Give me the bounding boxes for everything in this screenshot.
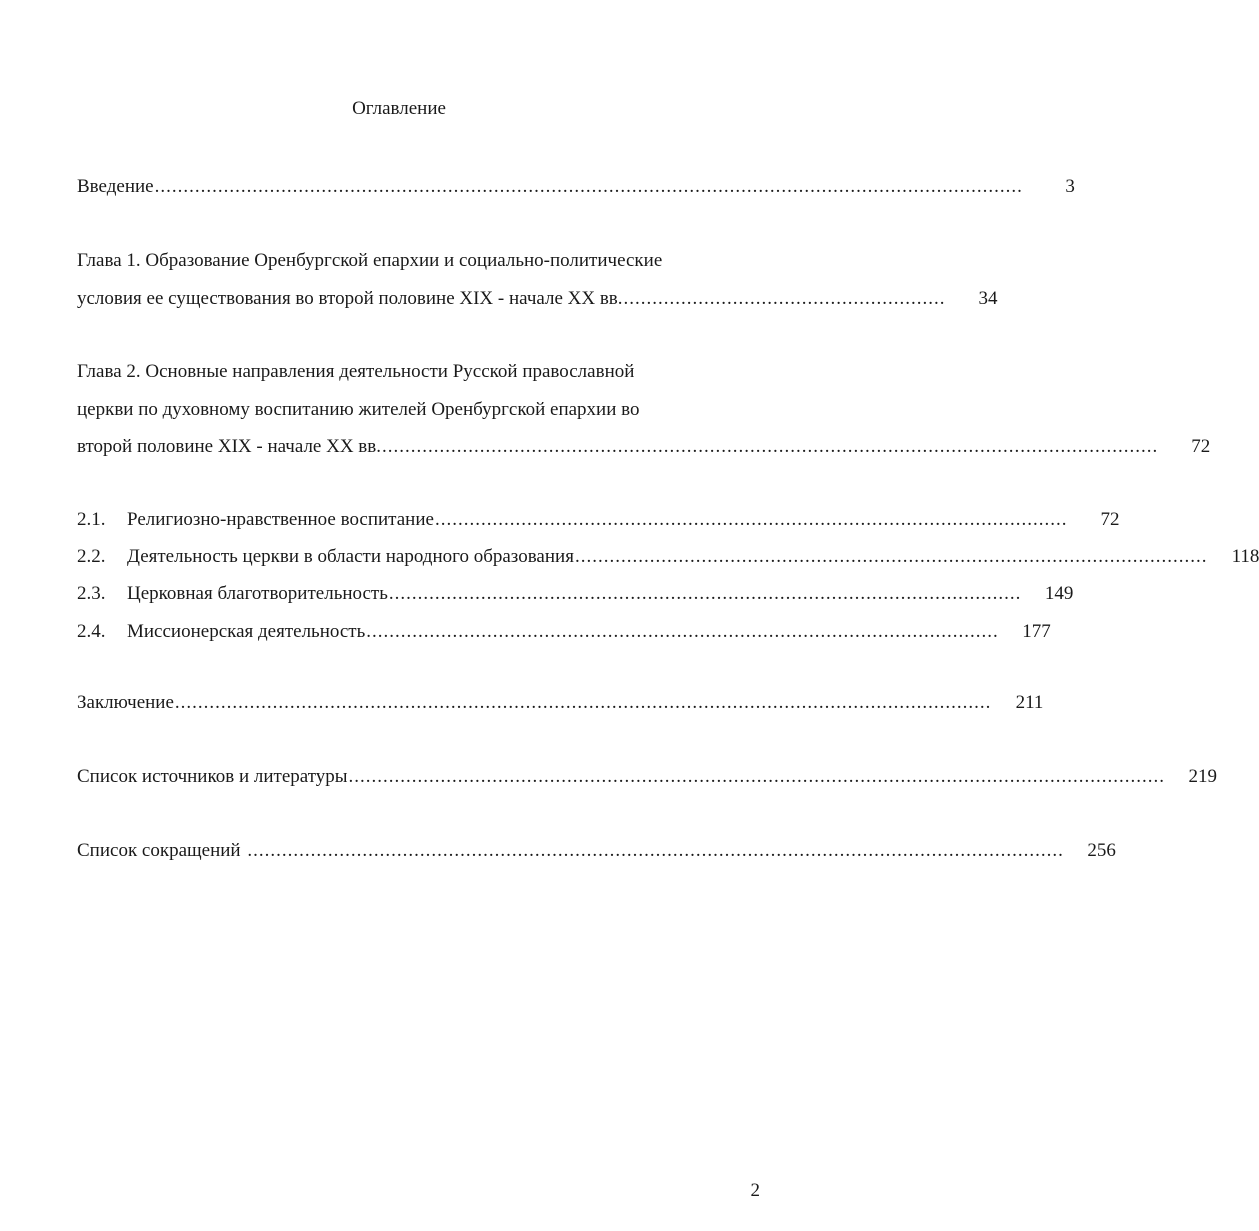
toc-section-label: Миссионерская деятельность xyxy=(127,621,366,642)
leader-dots: .............................................................................................................................................. xyxy=(348,766,1166,787)
toc-entry-page: 219 xyxy=(1188,766,1218,787)
toc-chapter2-line1: Глава 2. Основные направления деятельности Русской православной xyxy=(77,361,635,382)
toc-section-number: 2.3. xyxy=(77,583,106,604)
toc-entry-page: 72 xyxy=(1191,436,1211,457)
toc-entry-sources xyxy=(77,764,1218,790)
toc-section-2-4 xyxy=(77,619,1051,645)
toc-section-page: 118 xyxy=(1231,546,1259,567)
leader-dots: ........................................................ xyxy=(623,288,946,309)
toc-entry-label: условия ее существования во второй половине XIX - начале XX вв. xyxy=(77,288,623,309)
toc-entry-intro xyxy=(77,174,1075,200)
toc-section-2-3 xyxy=(77,581,1074,607)
toc-section-label: Деятельность церкви в области народного образования xyxy=(127,546,574,567)
toc-entry-page: 211 xyxy=(1015,692,1044,713)
toc-entry-chapter1 xyxy=(77,286,998,312)
toc-chapter2-line2: церкви по духовному воспитанию жителей Оренбургской епархии во xyxy=(77,399,640,420)
leader-dots: .............................................................................................................. xyxy=(388,583,1022,604)
toc-entry-label: второй половине XIX - начале XX вв. xyxy=(77,436,381,457)
leader-dots: ....................................................................................................................................................... xyxy=(154,176,1023,197)
page-number: 2 xyxy=(750,1180,760,1201)
toc-entry-conclusion xyxy=(77,690,1044,716)
toc-entry-label: Список источников и литературы xyxy=(77,766,348,787)
leader-dots: .............................................................................................................. xyxy=(434,509,1068,530)
toc-entry-page: 256 xyxy=(1087,840,1116,861)
leader-dots: ....................................................................................................................................... xyxy=(382,436,1159,457)
toc-entry-label: Список сокращений xyxy=(77,840,241,861)
toc-section-number: 2.4. xyxy=(77,621,106,642)
toc-section-page: 149 xyxy=(1044,583,1074,604)
leader-dots: .............................................................................................................................................. xyxy=(174,692,992,713)
toc-entry-page: 3 xyxy=(1065,176,1075,197)
toc-section-page: 72 xyxy=(1100,509,1120,530)
toc-entry-label: Заключение xyxy=(77,692,174,713)
toc-entry-page: 34 xyxy=(978,288,998,309)
toc-section-2-2 xyxy=(77,544,1259,570)
toc-section-number: 2.1. xyxy=(77,509,106,530)
toc-entry-label: Введение xyxy=(77,176,154,197)
toc-entry-chapter2 xyxy=(77,434,1211,460)
toc-section-page: 177 xyxy=(1022,621,1051,642)
toc-section-number: 2.2. xyxy=(77,546,106,567)
toc-section-2-1 xyxy=(77,507,1120,533)
toc-section-label: Религиозно-нравственное воспитание xyxy=(127,509,434,530)
toc-section-label: Церковная благотворительность xyxy=(127,583,388,604)
toc-chapter1-line1: Глава 1. Образование Оренбургской епархии и социально-политические xyxy=(77,250,663,271)
toc-entry-abbreviations xyxy=(77,838,1116,864)
leader-dots: .............................................................................................................. xyxy=(574,546,1208,567)
leader-dots: .............................................................................................................. xyxy=(366,621,999,642)
leader-dots: .............................................................................................................................................. xyxy=(241,840,1064,861)
toc-title: Оглавление xyxy=(352,98,446,119)
